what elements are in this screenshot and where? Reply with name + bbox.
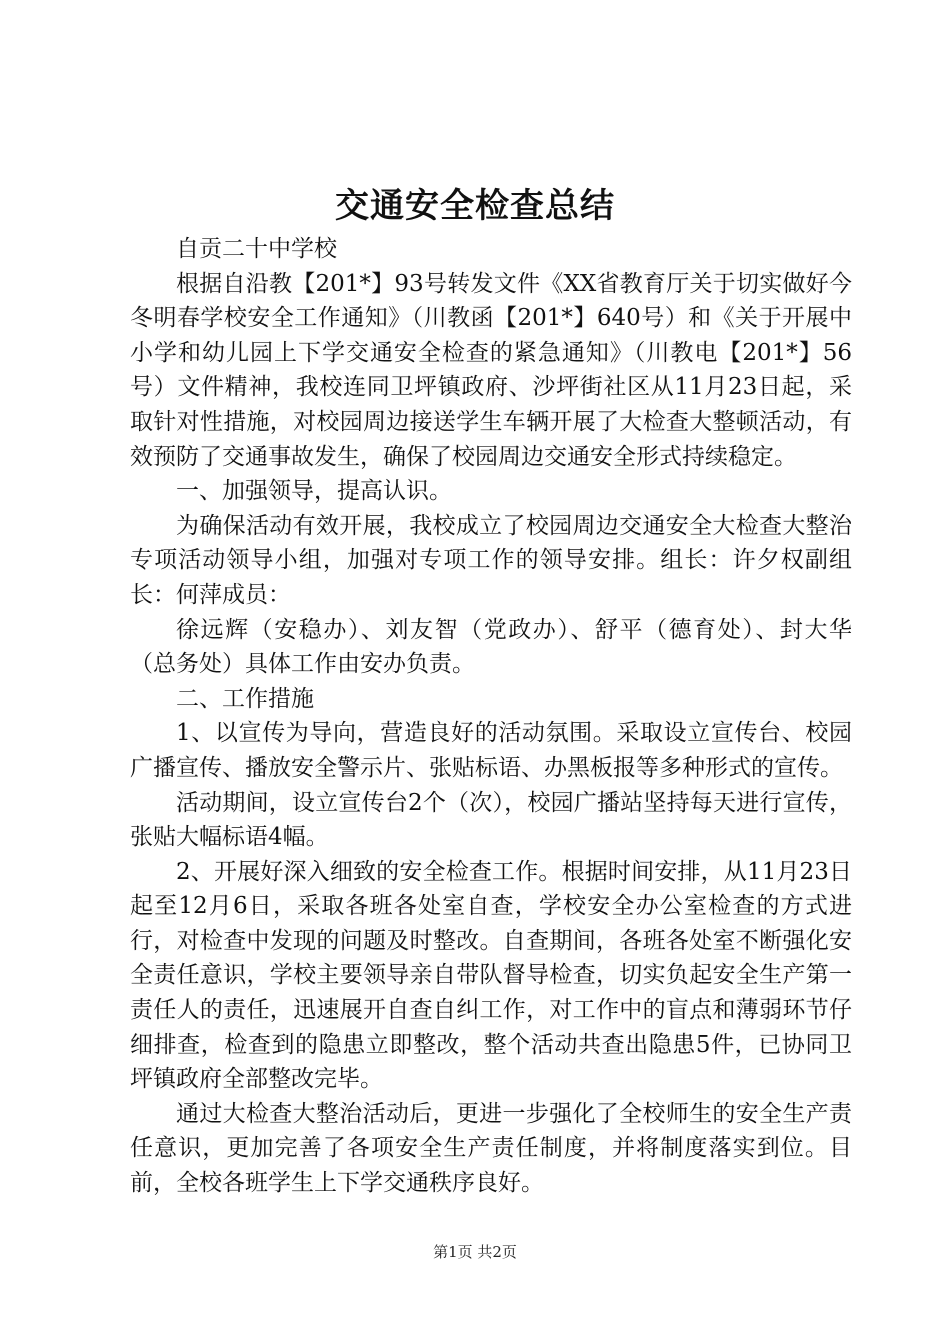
- body-paragraph: 活动期间，设立宣传台2个（次），校园广播站坚持每天进行宣传，张贴大幅标语4幅。: [130, 789, 852, 851]
- section-heading: 二、工作措施: [176, 685, 314, 712]
- body-paragraph: 为确保活动有效开展，我校成立了校园周边交通安全大检查大整治专项活动领导小组，加强对专项工作的领导安排。组长：许夕权副组长：何萍成员：: [130, 512, 852, 608]
- body-paragraph: 通过大检查大整治活动后，更进一步强化了全校师生的安全生产责任意识，更加完善了各项安全生产责任制度，并将制度落实到位。目前，全校各班学生上下学交通秩序良好。: [130, 1100, 852, 1197]
- document-body: [130, 232, 852, 1201]
- body-paragraph: 根据自沿教【201*】93号转发文件《XX省教育厅关于切实做好今冬明春学校安全工作通知》（川教函【201*】640号）和《关于开展中小学和幼儿园上下学交通安全检查的紧急通知》（川教电【201*】56号）文件精神，我校连同卫坪镇政府、沙坪街社区从11月23日起，采取针对性措施，对校园周边接送学生车辆开展了大检查大整顿活动，有效预防了交通事故发生，确保了校园周边交通安全形式持续稳定。: [130, 270, 852, 470]
- school-name: 自贡二十中学校: [176, 236, 337, 262]
- section-heading: 一、加强领导，提高认识。: [176, 478, 452, 505]
- body-paragraph: 徐远辉（安稳办）、刘友智（党政办）、舒平（德育处）、封大华（总务处）具体工作由安办负责。: [130, 616, 852, 678]
- document-title: 交通安全检查总结: [335, 186, 615, 226]
- page-number: 第1页 共2页: [433, 1243, 517, 1261]
- body-paragraph: 1、以宣传为导向，营造良好的活动氛围。采取设立宣传台、校园广播宣传、播放安全警示片、张贴标语、办黑板报等多种形式的宣传。: [130, 720, 852, 781]
- body-paragraph: 2、开展好深入细致的安全检查工作。根据时间安排，从11月23日起至12月6日，采取各班各处室自查，学校安全办公室检查的方式进行，对检查中发现的问题及时整改。自查期间，各班各处室不断强化安全责任意识，学校主要领导亲自带队督导检查，切实负起安全生产第一责任人的责任，迅速展开自查自纠工作，对工作中的盲点和薄弱环节仔细排查，检查到的隐患立即整改，整个活动共查出隐患5件，已协同卫坪镇政府全部整改完毕。: [130, 858, 852, 1093]
